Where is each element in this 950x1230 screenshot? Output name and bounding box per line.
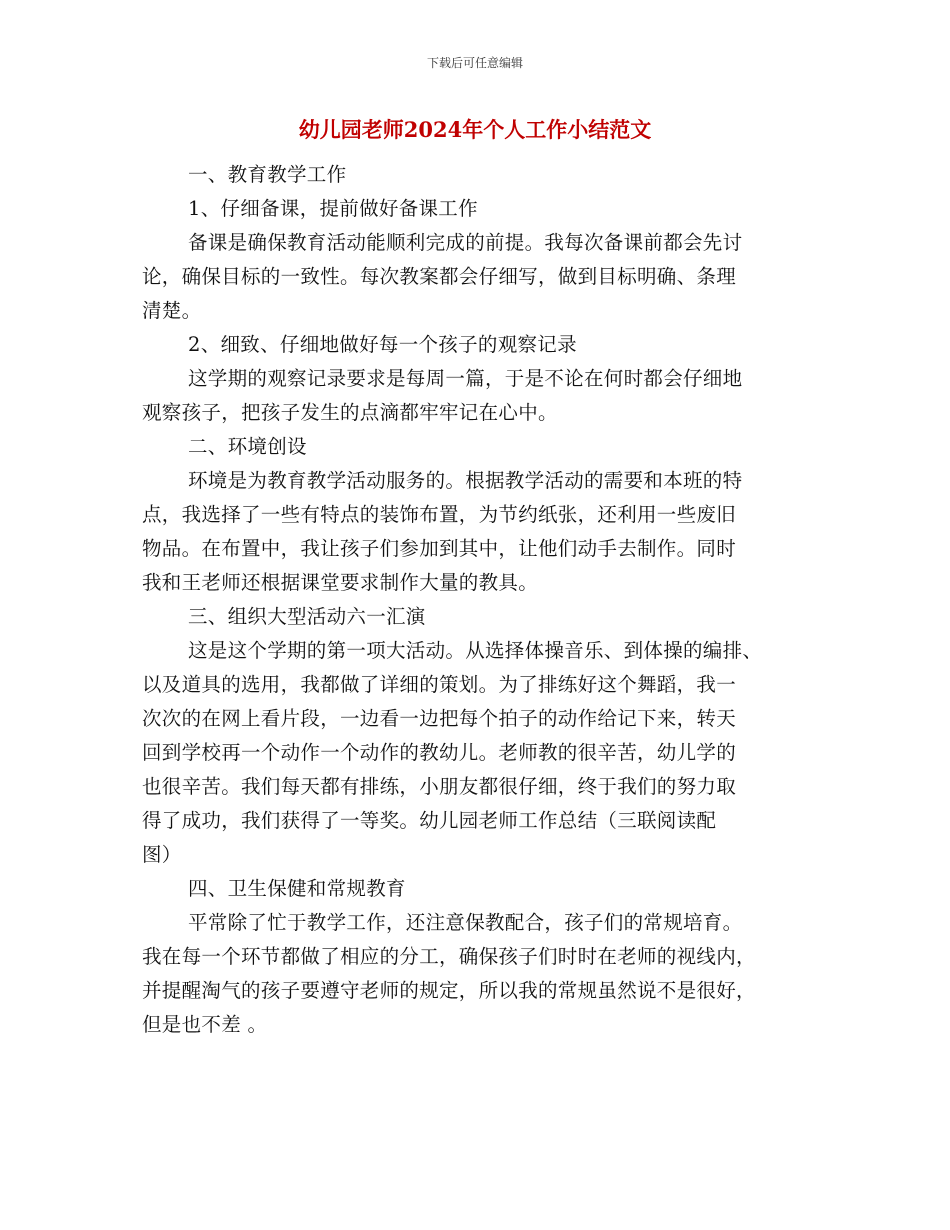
paragraph-line: 这是这个学期的第一项大活动。从选择体操音乐、到体操的编排、 xyxy=(188,639,763,662)
paragraph-line: 点，我选择了一些有特点的装饰布置，为节约纸张，还利用一些废旧 xyxy=(142,503,737,526)
paragraph-line: 二、环境创设 xyxy=(188,435,307,458)
paragraph-line: 物品。在布置中，我让孩子们参加到其中，让他们动手去制作。同时 xyxy=(142,537,737,560)
paragraph-line: 也很辛苦。我们每天都有排练，小朋友都很仔细，终于我们的努力取 xyxy=(142,775,737,798)
paragraph-line: 图） xyxy=(142,843,182,866)
document-title: 幼儿园老师2024年个人工作小结范文 xyxy=(298,117,652,142)
paragraph-line: 一、教育教学工作 xyxy=(188,163,347,186)
paragraph-line: 我和王老师还根据课堂要求制作大量的教具。 xyxy=(142,571,539,594)
paragraph-line: 以及道具的选用，我都做了详细的策划。为了排练好这个舞蹈，我一 xyxy=(142,673,737,696)
paragraph-line: 三、组织大型活动六一汇演 xyxy=(188,605,426,628)
paragraph-line: 平常除了忙于教学工作，还注意保教配合，孩子们的常规培育。 xyxy=(188,911,743,934)
paragraph-line: 回到学校再一个动作一个动作的教幼儿。老师教的很辛苦，幼儿学的 xyxy=(142,741,737,764)
paragraph-line: 我在每一个环节都做了相应的分工，确保孩子们时时在老师的视线内， xyxy=(142,945,756,968)
paragraph-line: 这学期的观察记录要求是每周一篇，于是不论在何时都会仔细地 xyxy=(188,367,743,390)
page-header-note: 下载后可任意编辑 xyxy=(426,56,523,70)
paragraph-line: 清楚。 xyxy=(142,299,202,322)
paragraph-line: 四、卫生保健和常规教育 xyxy=(188,877,406,900)
paragraph-line: 次次的在网上看片段，一边看一边把每个拍子的动作给记下来，转天 xyxy=(142,707,737,730)
paragraph-line: 论，确保目标的一致性。每次教案都会仔细写，做到目标明确、条理 xyxy=(142,265,737,288)
paragraph-line: 观察孩子，把孩子发生的点滴都牢牢记在心中。 xyxy=(142,401,558,424)
paragraph-line: 备课是确保教育活动能顺利完成的前提。我每次备课前都会先讨 xyxy=(188,231,743,254)
paragraph-line: 1、仔细备课，提前做好备课工作 xyxy=(188,197,478,220)
paragraph-line: 并提醒淘气的孩子要遵守老师的规定，所以我的常规虽然说不是很好， xyxy=(142,979,756,1002)
paragraph-line: 环境是为教育教学活动服务的。根据教学活动的需要和本班的特 xyxy=(188,469,743,492)
paragraph-line: 得了成功，我们获得了一等奖。幼儿园老师工作总结（三联阅读配 xyxy=(142,809,717,832)
paragraph-line: 但是也不差 。 xyxy=(142,1013,268,1036)
paragraph-line: 2、细致、仔细地做好每一个孩子的观察记录 xyxy=(188,333,577,356)
document-body xyxy=(142,158,822,1042)
